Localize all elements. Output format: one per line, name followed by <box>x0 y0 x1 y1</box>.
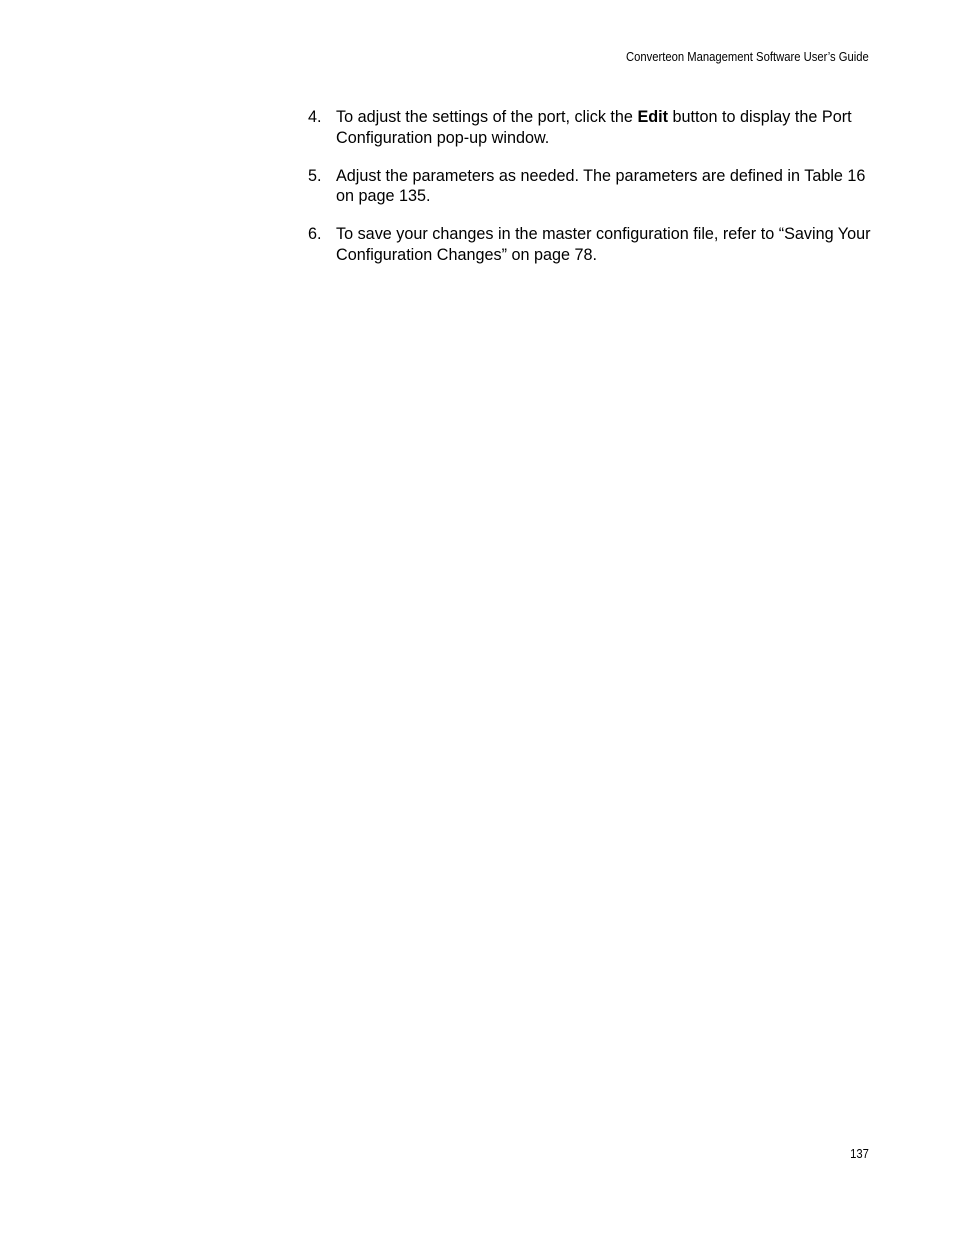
edit-button-name: Edit <box>637 108 669 126</box>
step-text-before: To adjust the settings of the port, click the <box>336 108 638 126</box>
procedure-steps <box>308 107 873 283</box>
step-text-after: button to display the Port Configuration pop-up window. <box>336 108 852 147</box>
step-4 <box>308 107 873 148</box>
step-text: Adjust the parameters as needed. The parameters are defined in Table 16 on page 135. <box>336 166 866 205</box>
step-text <box>336 107 873 148</box>
step-number: 5. <box>308 166 322 185</box>
step-6 <box>308 224 873 265</box>
step-number: 4. <box>308 108 322 126</box>
page-number: 137 <box>850 1147 869 1161</box>
step-number: 6. <box>308 225 322 243</box>
running-header: Converteon Management Software User’s Guide <box>626 50 869 64</box>
step-text: To save your changes in the master configuration file, refer to “Saving Your Configuration Changes” on page 78. <box>336 225 871 264</box>
step-5 <box>308 166 873 207</box>
